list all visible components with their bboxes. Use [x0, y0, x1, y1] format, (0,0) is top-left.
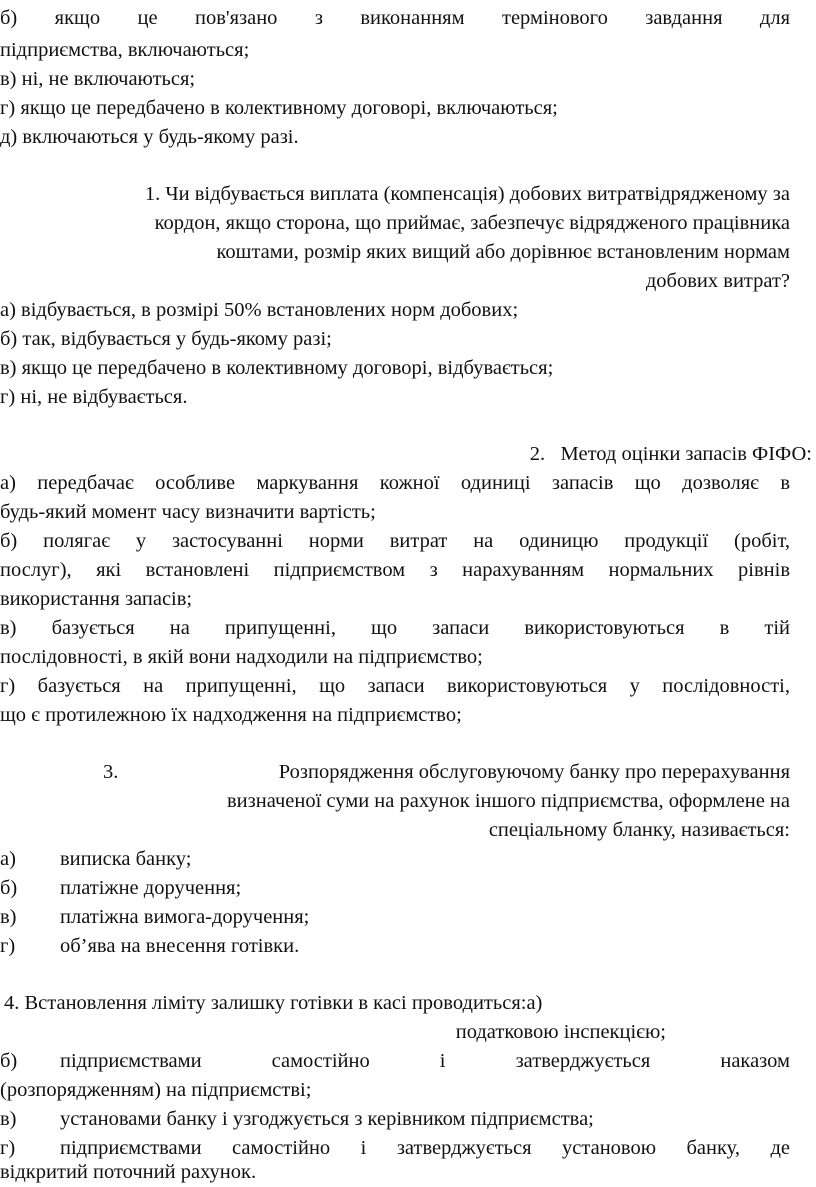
question-number: 3. — [103, 761, 119, 783]
answer-line — [0, 903, 790, 932]
question-1-text: добових витрат? — [645, 270, 790, 292]
answer-line: відкритий поточний рахунок. — [0, 1161, 257, 1183]
answer-text: підприємствами самостійно і затверджується установою банку, де — [60, 1137, 790, 1159]
answer-letter: в) — [0, 1108, 17, 1130]
question-3-line: визначеної суми на рахунок іншого підприємства, оформлене на — [226, 790, 790, 812]
answer-line: в) якщо це передбачено в колективному договорі, відбувається; — [0, 357, 554, 379]
answer-line: підприємства, включаються; — [0, 39, 250, 61]
question-2-title — [0, 440, 812, 469]
question-number: 2. — [529, 443, 546, 465]
question-2-text: Метод оцінки запасів ФІФО: — [560, 443, 812, 465]
answer-line: в) базується на припущенні, що запаси використовуються в тій — [0, 617, 790, 639]
answer-line: в) ні, не включаються; — [0, 68, 196, 90]
answer-text: виписка банку; — [60, 848, 192, 870]
answer-line: д) включаються у будь-якому разі. — [0, 126, 299, 148]
question-4-text: податковою інспекцією; — [455, 1021, 666, 1043]
answer-line: використання запасів; — [0, 588, 193, 610]
answer-letter: г) — [0, 935, 16, 957]
answer-line: г) базується на припущенні, що запаси використовуються у послідовності, — [0, 675, 790, 697]
answer-text: платіжна вимога-доручення; — [60, 906, 310, 928]
answer-line: що є протилежною їх надходження на підприємство; — [0, 704, 462, 726]
answer-line: послуг), які встановлені підприємством з нарахуванням нормальних рівнів — [0, 559, 790, 581]
answer-line: б) полягає у застосуванні норми витрат на одиницю продукції (робіт, — [0, 530, 790, 552]
question-1-text: коштами, розмір яких вищий або дорівнює встановленим нормам — [216, 241, 790, 263]
answer-line: послідовності, в якій вони надходили на підприємство; — [0, 646, 483, 668]
answer-line: а) відбувається, в розмірі 50% встановлених норм добових; — [0, 299, 519, 321]
answer-line — [0, 932, 790, 961]
answer-line — [0, 1047, 790, 1076]
answer-line: (розпорядженням) на підприємстві; — [0, 1079, 312, 1101]
answer-line: б) так, відбувається у будь-якому разі; — [0, 328, 332, 350]
question-1-text: кордон, якщо сторона, що приймає, забезпечує відрядженого працівника — [154, 212, 790, 234]
answer-line — [0, 874, 790, 903]
answer-letter: б) — [0, 1050, 18, 1072]
answer-text: платіжне доручення; — [60, 877, 242, 899]
question-1-text: 1. Чи відбувається виплата (компенсація) добових витратвідрядженому за — [144, 183, 790, 205]
answer-letter: а) — [0, 848, 16, 870]
answer-text: підприємствами самостійно і затверджується наказом — [60, 1050, 790, 1072]
answer-letter: г) — [0, 1137, 16, 1159]
answer-line — [0, 1105, 790, 1134]
answer-line: б) якщо це пов'язано з виконанням термінового завдання для — [0, 7, 790, 29]
question-3-line: спеціальному бланку, називається: — [488, 819, 790, 841]
answer-letter: в) — [0, 906, 17, 928]
answer-line — [0, 845, 790, 874]
answer-line: а) передбачає особливе маркування кожної одиниці запасів що дозволяє в — [0, 472, 790, 494]
question-3-text — [103, 758, 790, 787]
answer-text: об’ява на внесення готівки. — [60, 935, 300, 957]
answer-letter: б) — [0, 877, 18, 899]
answer-line: г) якщо це передбачено в колективному договорі, включаються; — [0, 97, 558, 119]
question-3-line: Розпорядження обслуговуючому банку про перерахування — [278, 761, 790, 783]
answer-line: будь-який момент часу визначити вартість; — [0, 501, 376, 523]
answer-line: г) ні, не відбувається. — [0, 386, 188, 408]
question-4-text: 4. Встановлення ліміту залишку готівки в касі проводиться:а) — [4, 992, 543, 1014]
answer-text: установами банку і узгоджується з керівником підприємства; — [60, 1108, 594, 1130]
